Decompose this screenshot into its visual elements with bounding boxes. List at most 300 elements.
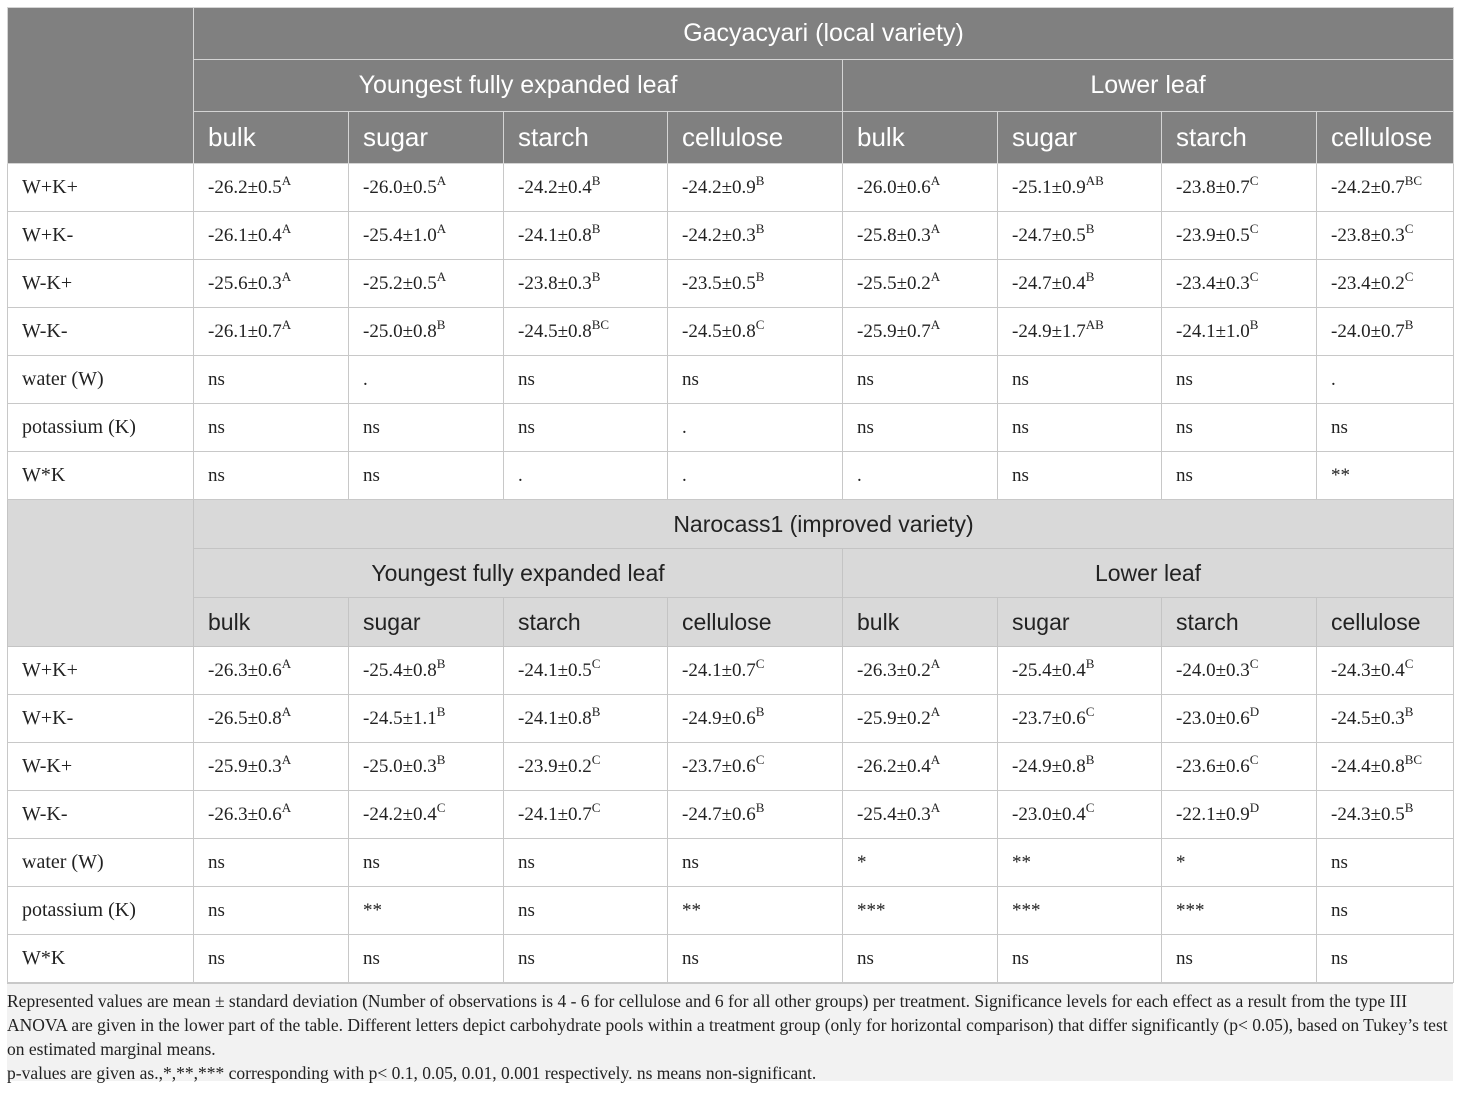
- significance-letter: A: [930, 799, 941, 815]
- significance-letter: A: [281, 751, 292, 767]
- column-header: starch: [504, 112, 668, 164]
- table-cell: [843, 356, 998, 404]
- cell-value: -24.2±0.4: [363, 803, 437, 825]
- table-cell: [504, 791, 668, 839]
- table-cell: [1162, 743, 1317, 791]
- table-row: [8, 887, 1454, 935]
- row-label: W+K-: [8, 695, 194, 743]
- significance-letter: B: [436, 316, 446, 332]
- significance-letter: C: [591, 799, 601, 815]
- cell-value: -26.0±0.6: [857, 176, 931, 198]
- table-cell: [843, 212, 998, 260]
- cell-value: -25.4±1.0: [363, 224, 437, 246]
- row-label: potassium (K): [8, 404, 194, 452]
- cell-value: .: [682, 464, 687, 486]
- table-cell: [194, 308, 349, 356]
- cell-value: -24.1±0.8: [518, 707, 592, 729]
- table-cell: [1162, 887, 1317, 935]
- table-cell: [1162, 791, 1317, 839]
- cell-value: -23.4±0.2: [1331, 272, 1405, 294]
- cell-value: -26.2±0.5: [208, 176, 282, 198]
- cell-value: -24.5±0.3: [1331, 707, 1405, 729]
- significance-letter: A: [930, 703, 941, 719]
- significance-letter: A: [930, 220, 941, 236]
- table-cell: [504, 695, 668, 743]
- table-cell: [668, 356, 843, 404]
- table-row: [8, 260, 1454, 308]
- cell-value: ns: [363, 947, 380, 969]
- significance-letter: B: [1249, 316, 1259, 332]
- cell-value: ns: [363, 851, 380, 873]
- cell-value: *: [1176, 851, 1186, 873]
- significance-letter: B: [436, 751, 446, 767]
- table-cell: [998, 647, 1162, 695]
- table-cell: [349, 404, 504, 452]
- leaf-group-header-row: [8, 549, 1454, 598]
- table-cell: [1162, 308, 1317, 356]
- cell-value: -25.8±0.3: [857, 224, 931, 246]
- cell-value: -23.9±0.5: [1176, 224, 1250, 246]
- table-cell: [1162, 935, 1317, 983]
- cell-value: ns: [1012, 947, 1029, 969]
- significance-letter: B: [1404, 316, 1414, 332]
- column-header: bulk: [843, 112, 998, 164]
- table-cell: [349, 743, 504, 791]
- significance-letter: C: [1085, 703, 1095, 719]
- table-cell: [194, 887, 349, 935]
- table-row: [8, 212, 1454, 260]
- table-cell: [843, 308, 998, 356]
- column-header: starch: [1162, 112, 1317, 164]
- cell-value: ***: [1012, 899, 1041, 921]
- cell-value: ns: [208, 851, 225, 873]
- significance-letter: C: [591, 655, 601, 671]
- row-label: W+K+: [8, 647, 194, 695]
- cell-value: ns: [208, 416, 225, 438]
- significance-letter: A: [436, 268, 447, 284]
- table-row: [8, 839, 1454, 887]
- table-cell: [998, 212, 1162, 260]
- table-row: [8, 164, 1454, 212]
- significance-letter: C: [591, 751, 601, 767]
- cell-value: ns: [518, 899, 535, 921]
- cell-value: -24.4±0.8: [1331, 755, 1405, 777]
- variety-header-row: [8, 500, 1454, 549]
- table-cell: [1317, 839, 1454, 887]
- column-header: sugar: [349, 598, 504, 647]
- cell-value: -23.5±0.5: [682, 272, 756, 294]
- significance-letter: C: [436, 799, 446, 815]
- significance-letter: B: [755, 799, 765, 815]
- table-cell: [504, 260, 668, 308]
- table-cell: [668, 164, 843, 212]
- cell-value: -24.2±0.4: [518, 176, 592, 198]
- table-cell: [504, 356, 668, 404]
- significance-letter: A: [281, 799, 292, 815]
- cell-value: **: [1012, 851, 1031, 873]
- cell-value: -24.7±0.4: [1012, 272, 1086, 294]
- significance-letter: B: [755, 268, 765, 284]
- table-cell: [504, 308, 668, 356]
- table-cell: [1317, 695, 1454, 743]
- cell-value: .: [363, 368, 368, 390]
- table-cell: [1317, 260, 1454, 308]
- pool-header-row: [8, 598, 1454, 647]
- column-header: bulk: [194, 112, 349, 164]
- cell-value: ns: [1012, 464, 1029, 486]
- table-cell: [998, 695, 1162, 743]
- cell-value: -25.4±0.4: [1012, 659, 1086, 681]
- significance-letter: C: [1249, 655, 1259, 671]
- table-cell: [843, 839, 998, 887]
- cell-value: -24.9±0.8: [1012, 755, 1086, 777]
- significance-letter: B: [591, 172, 601, 188]
- table-cell: [843, 404, 998, 452]
- cell-value: ns: [1331, 416, 1348, 438]
- table-cell: [349, 164, 504, 212]
- cell-value: -25.4±0.8: [363, 659, 437, 681]
- table-cell: [843, 791, 998, 839]
- table-cell: [349, 791, 504, 839]
- cell-value: ns: [208, 368, 225, 390]
- significance-letter: A: [281, 220, 292, 236]
- table-cell: [194, 212, 349, 260]
- table-cell: [1162, 164, 1317, 212]
- significance-letter: A: [930, 316, 941, 332]
- variety-title: Narocass1 (improved variety): [194, 500, 1454, 549]
- table-cell: [668, 212, 843, 260]
- table-cell: [1317, 887, 1454, 935]
- table-cell: [1162, 647, 1317, 695]
- cell-value: -25.4±0.3: [857, 803, 931, 825]
- footnote-line-1: Represented values are mean ± standard deviation (Number of observations is 4 - 6 for cellulose and 6 for all other groups) per treatment. Significance levels for each effect as a result from the type III ANOVA are given in the lower part of the table. Different letters depict carbohydrate pools within a treatment group (only for horizontal comparison) that differ significantly (p< 0.05), based on Tukey’s test on estimated marginal means.: [7, 991, 1448, 1059]
- significance-letter: AB: [1085, 316, 1104, 332]
- table-cell: [349, 839, 504, 887]
- cell-value: -23.8±0.3: [1331, 224, 1405, 246]
- row-label: W-K+: [8, 260, 194, 308]
- table-cell: [349, 260, 504, 308]
- significance-letter: B: [436, 703, 446, 719]
- table-cell: [668, 260, 843, 308]
- significance-letter: C: [755, 655, 765, 671]
- table-cell: [843, 164, 998, 212]
- table-cell: [668, 935, 843, 983]
- significance-letter: C: [1404, 655, 1414, 671]
- table-cell: [998, 935, 1162, 983]
- table-row: [8, 743, 1454, 791]
- significance-letter: A: [281, 703, 292, 719]
- row-label: W+K-: [8, 212, 194, 260]
- significance-letter: A: [436, 220, 447, 236]
- significance-letter: B: [755, 172, 765, 188]
- cell-value: -24.5±1.1: [363, 707, 437, 729]
- table-row: [8, 791, 1454, 839]
- cell-value: -24.7±0.6: [682, 803, 756, 825]
- cell-value: -25.5±0.2: [857, 272, 931, 294]
- table-cell: [504, 647, 668, 695]
- table-row: [8, 356, 1454, 404]
- significance-letter: B: [1404, 799, 1414, 815]
- cell-value: ***: [857, 899, 886, 921]
- table-cell: [843, 743, 998, 791]
- column-header: cellulose: [1317, 598, 1454, 647]
- cell-value: *: [857, 851, 867, 873]
- table-cell: [998, 164, 1162, 212]
- column-header: starch: [1162, 598, 1317, 647]
- cell-value: -24.9±0.6: [682, 707, 756, 729]
- significance-letter: B: [1404, 703, 1414, 719]
- table-cell: [1162, 695, 1317, 743]
- significance-letter: BC: [591, 316, 610, 332]
- significance-letter: A: [930, 268, 941, 284]
- table-cell: [843, 935, 998, 983]
- cell-value: ns: [857, 947, 874, 969]
- cell-value: ns: [682, 851, 699, 873]
- header-corner-cell: [8, 500, 194, 647]
- table-cell: [1162, 404, 1317, 452]
- cell-value: -24.5±0.8: [682, 320, 756, 342]
- leaf-group-title: Youngest fully expanded leaf: [194, 549, 843, 598]
- table-cell: [1317, 452, 1454, 500]
- table-cell: [194, 791, 349, 839]
- cell-value: -25.9±0.2: [857, 707, 931, 729]
- cell-value: -24.5±0.8: [518, 320, 592, 342]
- table-cell: [843, 647, 998, 695]
- results-table-frame: [7, 7, 1453, 1081]
- isotope-results-table: [7, 7, 1454, 983]
- table-cell: [504, 839, 668, 887]
- table-row: [8, 308, 1454, 356]
- table-cell: [998, 260, 1162, 308]
- table-cell: [1317, 647, 1454, 695]
- significance-letter: C: [755, 751, 765, 767]
- table-cell: [998, 839, 1162, 887]
- row-label: W-K+: [8, 743, 194, 791]
- cell-value: -23.8±0.7: [1176, 176, 1250, 198]
- column-header: sugar: [998, 112, 1162, 164]
- table-row: [8, 935, 1454, 983]
- cell-value: -24.1±0.8: [518, 224, 592, 246]
- significance-letter: D: [1249, 703, 1260, 719]
- cell-value: -23.7±0.6: [1012, 707, 1086, 729]
- table-cell: [504, 164, 668, 212]
- cell-value: -25.6±0.3: [208, 272, 282, 294]
- table-cell: [194, 356, 349, 404]
- cell-value: .: [518, 464, 523, 486]
- leaf-group-title: Lower leaf: [843, 549, 1454, 598]
- table-cell: [1317, 212, 1454, 260]
- significance-letter: B: [1085, 268, 1095, 284]
- significance-letter: B: [591, 220, 601, 236]
- table-cell: [504, 743, 668, 791]
- cell-value: -24.1±1.0: [1176, 320, 1250, 342]
- footnote-line-2: p-values are given as.,*,**,*** corresponding with p< 0.1, 0.05, 0.01, 0.001 respectively. ns means non-significant.: [7, 1063, 817, 1083]
- table-cell: [194, 260, 349, 308]
- significance-letter: AB: [1085, 172, 1104, 188]
- table-cell: [194, 404, 349, 452]
- cell-value: ns: [1331, 899, 1348, 921]
- significance-letter: A: [930, 655, 941, 671]
- significance-letter: B: [755, 220, 765, 236]
- row-label: W*K: [8, 935, 194, 983]
- variety-title: Gacyacyari (local variety): [194, 8, 1454, 60]
- cell-value: -26.0±0.5: [363, 176, 437, 198]
- table-cell: [1162, 839, 1317, 887]
- leaf-group-header-row: [8, 60, 1454, 112]
- table-row: [8, 404, 1454, 452]
- column-header: sugar: [998, 598, 1162, 647]
- significance-letter: BC: [1404, 172, 1423, 188]
- significance-letter: B: [591, 268, 601, 284]
- cell-value: -24.2±0.7: [1331, 176, 1405, 198]
- table-cell: [1317, 308, 1454, 356]
- row-label: potassium (K): [8, 887, 194, 935]
- significance-letter: A: [930, 751, 941, 767]
- table-cell: [349, 647, 504, 695]
- table-cell: [194, 164, 349, 212]
- significance-letter: B: [591, 703, 601, 719]
- table-cell: [1162, 212, 1317, 260]
- cell-value: ns: [518, 851, 535, 873]
- significance-letter: C: [1249, 172, 1259, 188]
- cell-value: -26.1±0.7: [208, 320, 282, 342]
- cell-value: -24.2±0.9: [682, 176, 756, 198]
- cell-value: -23.0±0.6: [1176, 707, 1250, 729]
- row-label: W-K-: [8, 791, 194, 839]
- cell-value: -25.9±0.7: [857, 320, 931, 342]
- table-cell: [1317, 935, 1454, 983]
- table-cell: [194, 695, 349, 743]
- table-cell: [1162, 452, 1317, 500]
- significance-letter: C: [755, 316, 765, 332]
- cell-value: ns: [518, 947, 535, 969]
- cell-value: -22.1±0.9: [1176, 803, 1250, 825]
- significance-letter: A: [281, 316, 292, 332]
- cell-value: -24.1±0.5: [518, 659, 592, 681]
- cell-value: ns: [1331, 851, 1348, 873]
- table-row: [8, 452, 1454, 500]
- table-cell: [1162, 356, 1317, 404]
- cell-value: -25.0±0.8: [363, 320, 437, 342]
- significance-letter: BC: [1404, 751, 1423, 767]
- table-cell: [843, 695, 998, 743]
- row-label: W+K+: [8, 164, 194, 212]
- table-cell: [668, 887, 843, 935]
- cell-value: -24.3±0.5: [1331, 803, 1405, 825]
- table-cell: [194, 452, 349, 500]
- table-cell: [668, 839, 843, 887]
- cell-value: -25.9±0.3: [208, 755, 282, 777]
- significance-letter: A: [281, 268, 292, 284]
- cell-value: ns: [1331, 947, 1348, 969]
- cell-value: -25.1±0.9: [1012, 176, 1086, 198]
- significance-letter: A: [281, 655, 292, 671]
- significance-letter: B: [755, 703, 765, 719]
- table-cell: [843, 260, 998, 308]
- table-cell: [843, 452, 998, 500]
- significance-letter: C: [1404, 220, 1414, 236]
- table-cell: [504, 452, 668, 500]
- table-cell: [504, 404, 668, 452]
- table-cell: [504, 212, 668, 260]
- cell-value: -23.7±0.6: [682, 755, 756, 777]
- significance-letter: B: [1085, 751, 1095, 767]
- cell-value: -24.9±1.7: [1012, 320, 1086, 342]
- cell-value: -26.3±0.2: [857, 659, 931, 681]
- cell-value: ns: [1176, 368, 1193, 390]
- cell-value: ns: [208, 464, 225, 486]
- significance-letter: A: [930, 172, 941, 188]
- significance-letter: C: [1249, 220, 1259, 236]
- row-label: water (W): [8, 839, 194, 887]
- cell-value: ns: [208, 947, 225, 969]
- cell-value: -26.2±0.4: [857, 755, 931, 777]
- table-cell: [349, 935, 504, 983]
- table-row: [8, 647, 1454, 695]
- cell-value: ns: [363, 416, 380, 438]
- cell-value: -24.2±0.3: [682, 224, 756, 246]
- cell-value: -24.1±0.7: [518, 803, 592, 825]
- table-cell: [1317, 743, 1454, 791]
- significance-letter: B: [436, 655, 446, 671]
- cell-value: ns: [857, 368, 874, 390]
- cell-value: ns: [518, 368, 535, 390]
- significance-letter: C: [1249, 268, 1259, 284]
- significance-letter: C: [1249, 751, 1259, 767]
- header-corner-cell: [8, 8, 194, 164]
- significance-letter: C: [1404, 268, 1414, 284]
- cell-value: -25.0±0.3: [363, 755, 437, 777]
- cell-value: ns: [857, 416, 874, 438]
- table-cell: [504, 935, 668, 983]
- table-cell: [194, 839, 349, 887]
- cell-value: ns: [1012, 416, 1029, 438]
- significance-letter: A: [436, 172, 447, 188]
- cell-value: **: [363, 899, 382, 921]
- leaf-group-title: Lower leaf: [843, 60, 1454, 112]
- table-cell: [194, 647, 349, 695]
- cell-value: -24.3±0.4: [1331, 659, 1405, 681]
- cell-value: -24.1±0.7: [682, 659, 756, 681]
- cell-value: ns: [1012, 368, 1029, 390]
- table-cell: [349, 308, 504, 356]
- table-row: [8, 695, 1454, 743]
- significance-letter: B: [1085, 655, 1095, 671]
- pool-header-row: [8, 112, 1454, 164]
- row-label: W-K-: [8, 308, 194, 356]
- cell-value: -23.6±0.6: [1176, 755, 1250, 777]
- table-cell: [998, 887, 1162, 935]
- cell-value: -23.9±0.2: [518, 755, 592, 777]
- cell-value: .: [857, 464, 862, 486]
- column-header: sugar: [349, 112, 504, 164]
- table-cell: [194, 743, 349, 791]
- table-cell: [668, 647, 843, 695]
- cell-value: ns: [1176, 416, 1193, 438]
- cell-value: -24.0±0.3: [1176, 659, 1250, 681]
- cell-value: **: [1331, 464, 1350, 486]
- cell-value: -25.2±0.5: [363, 272, 437, 294]
- cell-value: -23.8±0.3: [518, 272, 592, 294]
- cell-value: ns: [363, 464, 380, 486]
- cell-value: -24.0±0.7: [1331, 320, 1405, 342]
- significance-letter: B: [1085, 220, 1095, 236]
- cell-value: .: [1331, 368, 1336, 390]
- leaf-group-title: Youngest fully expanded leaf: [194, 60, 843, 112]
- significance-letter: D: [1249, 799, 1260, 815]
- cell-value: -26.3±0.6: [208, 803, 282, 825]
- cell-value: ns: [1176, 947, 1193, 969]
